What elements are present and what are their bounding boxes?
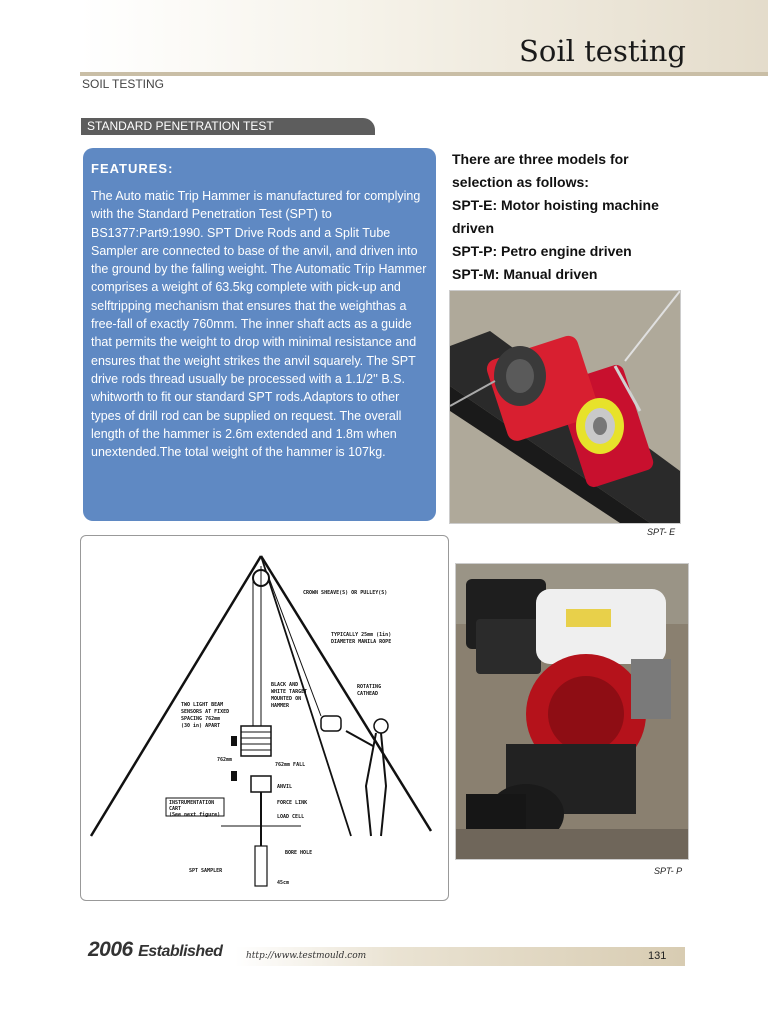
label-target-3: MOUNTED ON	[271, 696, 302, 702]
label-anvil: ANVIL	[277, 784, 293, 790]
spt-diagram-drawing	[81, 536, 448, 900]
page-number: 131	[648, 950, 667, 962]
label-dim-762: 762mm	[217, 757, 233, 763]
label-load-cell: LOAD CELL	[277, 814, 305, 820]
section-tab-label: STANDARD PENETRATION TEST	[87, 119, 274, 133]
engine-image	[456, 564, 688, 859]
label-cathead-2: CATHEAD	[357, 691, 379, 697]
label-fall: 762mm FALL	[275, 762, 306, 768]
label-cathead-1: ROTATING	[357, 684, 382, 690]
model-item-spt-m: SPT-M: Manual driven	[452, 266, 598, 282]
label-force-link: FORCE LINK	[277, 800, 308, 806]
spt-sampler	[255, 846, 267, 886]
footer-url[interactable]: http://www.testmould.com	[246, 951, 367, 961]
spt-e-caption: SPT- E	[647, 527, 676, 537]
models-list	[452, 148, 692, 286]
footer-established-label: Established	[138, 943, 223, 960]
spt-p-caption: SPT- P	[654, 866, 683, 876]
tripod-leg-left	[91, 556, 261, 836]
cathead	[321, 716, 341, 731]
page-title: Soil testing	[519, 34, 686, 68]
label-sampler: SPT SAMPLER	[189, 868, 223, 874]
models-intro: There are three models for selection as follows:	[452, 151, 629, 190]
label-target-4: HAMMER	[271, 703, 290, 709]
footer-year: 2006	[88, 938, 133, 961]
features-box	[83, 148, 436, 521]
spt-diagram	[80, 535, 449, 901]
spt-p-photo	[455, 563, 689, 860]
label-rope-1: TYPICALLY 25mm (1in)	[331, 632, 392, 638]
label-dim-45: 45cm	[277, 880, 290, 886]
label-bore-hole: BORE HOLE	[285, 850, 313, 856]
model-item-spt-p: SPT-P: Petro engine driven	[452, 243, 632, 259]
section-tab	[81, 118, 375, 135]
operator-head	[374, 719, 388, 733]
features-title: FEATURES:	[91, 161, 174, 176]
hoist-image	[450, 291, 680, 523]
label-rope-2: DIAMETER MANILA ROPE	[331, 639, 392, 645]
section-label: SOIL TESTING	[82, 77, 165, 91]
label-crown: CROWN SHEAVE(S) OR PULLEY(S)	[303, 590, 388, 596]
label-instr-2: CART	[169, 806, 182, 812]
label-sensors-2: SENSORS AT FIXED	[181, 709, 230, 715]
label-target-2: WHITE TARGET	[271, 689, 308, 695]
label-instr-3: (See next figure)	[169, 812, 221, 818]
spt-e-photo	[449, 290, 681, 524]
label-sensors-4: (30 in) APART	[181, 723, 221, 729]
header-rule	[80, 72, 768, 76]
features-text: The Auto matic Trip Hammer is manufactured for complying with the Standard Penetration Test (SPT) to BS1377:Part9:1990. SPT Drive Rods and a Split Tube Sampler are connected to base of the anvil, and driven into the ground by the falling weight. The Automatic Trip Hammer comprises a weight of 63.5kg complete with pick-up and selftripping mechanism that ensures that the weighthas a free-fall of exactly 760mm. The inner shaft acts as a guide that permits the weight to drop with minimal resistance and ensures that the weight strikes the anvil squarely. The SPT drive rods thread usually be processed with a 1.1/2'' B.S. whitworth to fit our standard SPT rods.Adaptors to other types of drill rod can be supplied on request. The overall length of the hammer is 2.6m extended and 1.8m when unextended.The total weight of the hammer is 107kg.	[91, 189, 427, 460]
model-item-spt-e: SPT-E: Motor hoisting machine driven	[452, 197, 659, 236]
footer-established	[88, 938, 222, 962]
label-instr-1: INSTRUMENTATION	[169, 800, 215, 806]
label-sensors-1: TWO LIGHT BEAM	[181, 702, 224, 708]
hammer-weight	[241, 726, 271, 756]
label-sensors-3: SPACING 762mm	[181, 716, 221, 722]
label-target-1: BLACK AND	[271, 682, 299, 688]
anvil	[251, 776, 271, 792]
